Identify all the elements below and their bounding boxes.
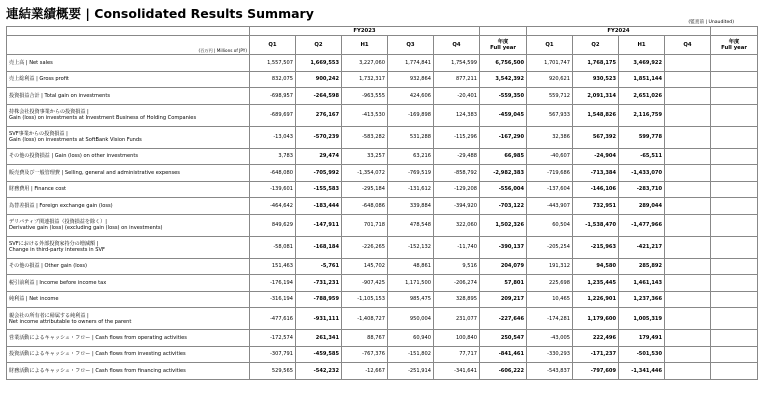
row-label [7,198,250,215]
row-label-line: Change in third-party interests in SVF [9,247,105,253]
table-cell [665,291,711,308]
table-cell: 124,383 [434,104,480,126]
table-cell: 322,060 [434,214,480,236]
table-cell [665,198,711,215]
table-row [7,104,758,126]
row-label-line: Gain (loss) on investments at SoftBank Vision Funds [9,137,142,143]
table-cell: -155,583 [296,181,342,198]
table-cell: -151,802 [388,346,434,363]
table-cell: 10,465 [527,291,573,308]
table-cell: 849,629 [250,214,296,236]
table-cell: 88,767 [342,330,388,347]
row-label [7,291,250,308]
table-cell: -139,601 [250,181,296,198]
table-body [7,55,758,380]
table-cell: -2,982,383 [480,165,527,182]
full-year-jp: 年度 [497,39,509,45]
table-cell [711,88,758,105]
table-cell: 424,606 [388,88,434,105]
table-cell: 932,864 [388,71,434,88]
table-cell: 29,474 [296,148,342,165]
row-label [7,363,250,380]
table-cell: 599,778 [619,126,665,148]
table-cell: -251,914 [388,363,434,380]
table-cell: 900,242 [296,71,342,88]
row-label [7,88,250,105]
table-row [7,165,758,182]
table-cell: 94,580 [573,258,619,275]
table-cell: -264,598 [296,88,342,105]
row-label [7,258,250,275]
table-cell [711,275,758,292]
row-label-line: 売上高 | Net sales [9,59,53,66]
table-row [7,198,758,215]
row-label [7,181,250,198]
unaudited-note: (監査前 | Unaudited) [688,20,734,25]
table-cell [665,275,711,292]
table-cell: -556,004 [480,181,527,198]
col-fy2024-q1: Q1 [527,36,573,55]
table-cell: 1,171,500 [388,275,434,292]
table-cell [665,126,711,148]
table-cell: -1,538,470 [573,214,619,236]
table-cell: 231,077 [434,308,480,330]
table-cell: 2,116,759 [619,104,665,126]
table-cell: -421,217 [619,236,665,258]
table-cell: -1,105,153 [342,291,388,308]
table-cell: -65,511 [619,148,665,165]
table-row [7,126,758,148]
full-year-en: Full year [490,45,516,51]
table-cell: 179,491 [619,330,665,347]
row-label-line: 投資損益合計 | Total gain on investments [9,92,111,99]
table-cell: 478,548 [388,214,434,236]
table-cell: 3,783 [250,148,296,165]
table-cell: -146,106 [573,181,619,198]
table-cell: -295,184 [342,181,388,198]
table-cell: -931,111 [296,308,342,330]
table-cell: -858,792 [434,165,480,182]
table-cell: -689,697 [250,104,296,126]
table-cell: -719,686 [527,165,573,182]
table-cell [665,363,711,380]
row-label-line: Net income attributable to owners of the parent [9,318,132,325]
col-fy2023-q1: Q1 [250,36,296,55]
table-cell: 285,892 [619,258,665,275]
table-cell: -174,281 [527,308,573,330]
table-row [7,275,758,292]
col-fy2023-q2: Q2 [296,36,342,55]
table-cell: -788,959 [296,291,342,308]
table-cell: -129,208 [434,181,480,198]
table-cell [711,258,758,275]
col-fy2023-q3: Q3 [388,36,434,55]
table-cell: -559,350 [480,88,527,105]
table-cell: -40,607 [527,148,573,165]
table-cell: 191,312 [527,258,573,275]
table-cell: 250,547 [480,330,527,347]
table-cell: 2,091,314 [573,88,619,105]
table-cell: -413,530 [342,104,388,126]
table-cell: -767,376 [342,346,388,363]
table-cell: -169,898 [388,104,434,126]
header-blank [7,27,250,36]
table-cell: 2,651,026 [619,88,665,105]
table-cell: -172,574 [250,330,296,347]
table-cell: -583,282 [342,126,388,148]
row-label [7,126,250,148]
row-label [7,214,250,236]
table-cell: 66,985 [480,148,527,165]
table-cell [665,165,711,182]
table-cell: -1,433,070 [619,165,665,182]
table-cell: 832,075 [250,71,296,88]
col-fy2023-full-year [480,36,527,55]
table-cell: 63,216 [388,148,434,165]
table-cell: 3,542,392 [480,71,527,88]
row-label [7,165,250,182]
table-cell: -20,401 [434,88,480,105]
table-cell: -443,907 [527,198,573,215]
table-row [7,236,758,258]
table-cell: -316,194 [250,291,296,308]
table-cell: -841,461 [480,346,527,363]
table-cell [665,71,711,88]
row-label-line: 為替差損益 | Foreign exchange gain (loss) [9,202,113,209]
table-cell: -501,530 [619,346,665,363]
row-label-line: SVFにおける外部投資家持分の増減額 | [9,241,99,247]
table-cell: -477,616 [250,308,296,330]
table-cell: -29,488 [434,148,480,165]
table-cell [711,104,758,126]
table-cell: -307,791 [250,346,296,363]
table-cell: -12,667 [342,363,388,380]
row-label [7,104,250,126]
table-cell: 328,895 [434,291,480,308]
row-label [7,346,250,363]
table-cell: 877,211 [434,71,480,88]
table-row [7,181,758,198]
table-cell: 48,861 [388,258,434,275]
table-cell [711,330,758,347]
table-cell: -698,957 [250,88,296,105]
table-cell [711,165,758,182]
table-cell: -227,646 [480,308,527,330]
table-cell: -390,137 [480,236,527,258]
table-cell: 1,237,366 [619,291,665,308]
table-cell: 732,951 [573,198,619,215]
row-label-line: その他の投資損益 | Gain (loss) on other investments [9,153,139,160]
table-cell: -341,641 [434,363,480,380]
table-cell: -167,290 [480,126,527,148]
table-cell [665,148,711,165]
table-cell: -283,710 [619,181,665,198]
row-label-line: 販売費及び一般管理費 | Selling, general and administrative expenses [9,169,180,176]
table-cell [665,346,711,363]
table-cell: -176,194 [250,275,296,292]
table-cell: 32,386 [527,126,573,148]
table-cell: -797,609 [573,363,619,380]
table-cell: -648,086 [342,198,388,215]
table-cell: 1,502,326 [480,214,527,236]
table-cell: 1,235,445 [573,275,619,292]
table-cell: 559,712 [527,88,573,105]
table-cell: -330,293 [527,346,573,363]
table-cell [711,236,758,258]
row-label-line: 純利益 | Net income [9,296,59,303]
col-fy2023-q4: Q4 [434,36,480,55]
results-table [6,26,758,380]
table-cell: 339,884 [388,198,434,215]
table-cell: 985,475 [388,291,434,308]
table-cell: 1,557,507 [250,55,296,72]
row-label-line: その他の損益 | Other gain (loss) [9,263,88,270]
table-cell: 60,940 [388,330,434,347]
table-cell: -459,045 [480,104,527,126]
table-cell: -963,555 [342,88,388,105]
row-label [7,330,250,347]
table-cell [665,258,711,275]
table-cell: -731,231 [296,275,342,292]
table-cell: -394,920 [434,198,480,215]
table-cell: -907,425 [342,275,388,292]
table-cell: -464,642 [250,198,296,215]
header-blank-fy2023 [480,27,527,36]
row-label-line: 持株会社投資事業からの投資損益 | [9,109,89,115]
table-cell: -543,837 [527,363,573,380]
row-label-line: Derivative gain (loss) (excluding gain (loss) on investments) [9,225,163,231]
table-cell: 100,840 [434,330,480,347]
table-cell: -215,963 [573,236,619,258]
table-cell [711,214,758,236]
row-label-line: SVF事業からの投資損益 | [9,131,68,137]
fy2023-header: FY2023 [250,27,480,36]
table-cell: -171,237 [573,346,619,363]
row-label [7,71,250,88]
table-cell: 920,621 [527,71,573,88]
table-cell [711,308,758,330]
table-cell [711,126,758,148]
table-cell: -152,132 [388,236,434,258]
table-cell: 204,079 [480,258,527,275]
table-cell: 261,341 [296,330,342,347]
col-fy2024-q4: Q4 [665,36,711,55]
table-cell: 145,702 [342,258,388,275]
header-blank-fy2024 [711,27,758,36]
table-cell: 1,774,841 [388,55,434,72]
row-label-line: 営業活動によるキャッシュ・フロー | Cash flows from operating activities [9,334,187,341]
table-cell: -703,122 [480,198,527,215]
page-title: 連結業績概要 | Consolidated Results Summary [6,6,314,21]
table-cell: 3,469,922 [619,55,665,72]
table-cell [665,308,711,330]
table-row [7,71,758,88]
table-cell [665,88,711,105]
table-row [7,214,758,236]
table-cell: 1,701,747 [527,55,573,72]
table-row [7,88,758,105]
table-cell [711,148,758,165]
table-cell: -24,904 [573,148,619,165]
table-cell: -459,585 [296,346,342,363]
table-cell: -606,222 [480,363,527,380]
table-cell [711,181,758,198]
table-cell: -43,005 [527,330,573,347]
table-cell [665,55,711,72]
table-cell: 1,179,600 [573,308,619,330]
table-cell: 531,288 [388,126,434,148]
table-cell [665,236,711,258]
table-cell [711,291,758,308]
table-cell: 1,461,143 [619,275,665,292]
table-cell [711,198,758,215]
row-label [7,148,250,165]
table-row [7,308,758,330]
table-cell: 289,044 [619,198,665,215]
table-cell: 1,754,599 [434,55,480,72]
table-cell: -11,740 [434,236,480,258]
table-cell: 950,004 [388,308,434,330]
table-cell: -13,043 [250,126,296,148]
col-fy2024-h1: H1 [619,36,665,55]
table-row [7,330,758,347]
table-cell: 567,933 [527,104,573,126]
row-label-line: 財務費用 | Finance cost [9,186,67,193]
table-cell: 529,565 [250,363,296,380]
table-cell: -542,232 [296,363,342,380]
table-row [7,148,758,165]
table-cell: -131,612 [388,181,434,198]
table-cell: 1,005,319 [619,308,665,330]
table-cell: 3,227,060 [342,55,388,72]
table-cell: 225,698 [527,275,573,292]
table-cell [711,71,758,88]
full-year-en: Full year [721,45,747,51]
table-cell: -705,992 [296,165,342,182]
table-cell: 1,851,144 [619,71,665,88]
table-cell: -5,761 [296,258,342,275]
row-label [7,236,250,258]
table-cell: -205,254 [527,236,573,258]
table-cell: 151,463 [250,258,296,275]
table-cell: 1,732,317 [342,71,388,88]
table-cell: -137,604 [527,181,573,198]
row-label [7,308,250,330]
table-cell: 9,516 [434,258,480,275]
table-cell: 1,768,175 [573,55,619,72]
table-cell: 567,392 [573,126,619,148]
table-cell: 60,504 [527,214,573,236]
col-fy2024-q2: Q2 [573,36,619,55]
table-cell [711,55,758,72]
table-cell: 930,523 [573,71,619,88]
table-cell: 209,217 [480,291,527,308]
row-label-line: 投資活動によるキャッシュ・フロー | Cash flows from investing activities [9,351,186,358]
table-cell [665,214,711,236]
table-cell [665,181,711,198]
row-label [7,275,250,292]
table-row [7,291,758,308]
table-cell: -58,081 [250,236,296,258]
table-cell: 1,548,826 [573,104,619,126]
table-row [7,55,758,72]
table-cell: -183,444 [296,198,342,215]
table-row [7,346,758,363]
table-cell: 1,669,553 [296,55,342,72]
table-cell [665,330,711,347]
table-cell: 6,756,500 [480,55,527,72]
fy2024-header: FY2024 [527,27,711,36]
table-cell: 1,226,901 [573,291,619,308]
table-cell: -147,911 [296,214,342,236]
full-year-jp: 年度 [728,39,740,45]
table-cell: -1,341,446 [619,363,665,380]
table-cell: 701,718 [342,214,388,236]
row-label-line: 税引前利益 | Income before income tax [9,279,107,286]
table-cell: -168,184 [296,236,342,258]
table-cell: 77,717 [434,346,480,363]
table-cell: 276,167 [296,104,342,126]
row-label-line: デリバティブ関連損益（投資損益を除く）| [9,219,107,225]
table-cell: -570,239 [296,126,342,148]
table-cell: -1,477,966 [619,214,665,236]
col-fy2023-h1: H1 [342,36,388,55]
table-cell: -206,274 [434,275,480,292]
table-cell: 57,801 [480,275,527,292]
table-cell [711,363,758,380]
row-label-line: 親会社の所有者に帰属する純利益 | [9,312,89,319]
table-row [7,363,758,380]
row-label-line: 売上総利益 | Gross profit [9,76,69,83]
table-cell [665,104,711,126]
col-fy2024-full-year [711,36,758,55]
table-cell: -1,354,072 [342,165,388,182]
table-cell: 33,257 [342,148,388,165]
table-cell: -226,265 [342,236,388,258]
row-label [7,55,250,72]
table-cell [711,346,758,363]
unit-label: (百万円 | Millions of JPY) [7,36,250,55]
table-cell: -769,519 [388,165,434,182]
table-cell: -713,384 [573,165,619,182]
row-label-line: 財務活動によるキャッシュ・フロー | Cash flows from financing activities [9,367,186,374]
table-cell: -115,296 [434,126,480,148]
table-cell: -648,080 [250,165,296,182]
table-cell: 222,496 [573,330,619,347]
table-cell: -1,408,727 [342,308,388,330]
row-label-line: Gain (loss) on investments at Investment Business of Holding Companies [9,115,197,121]
table-row [7,258,758,275]
